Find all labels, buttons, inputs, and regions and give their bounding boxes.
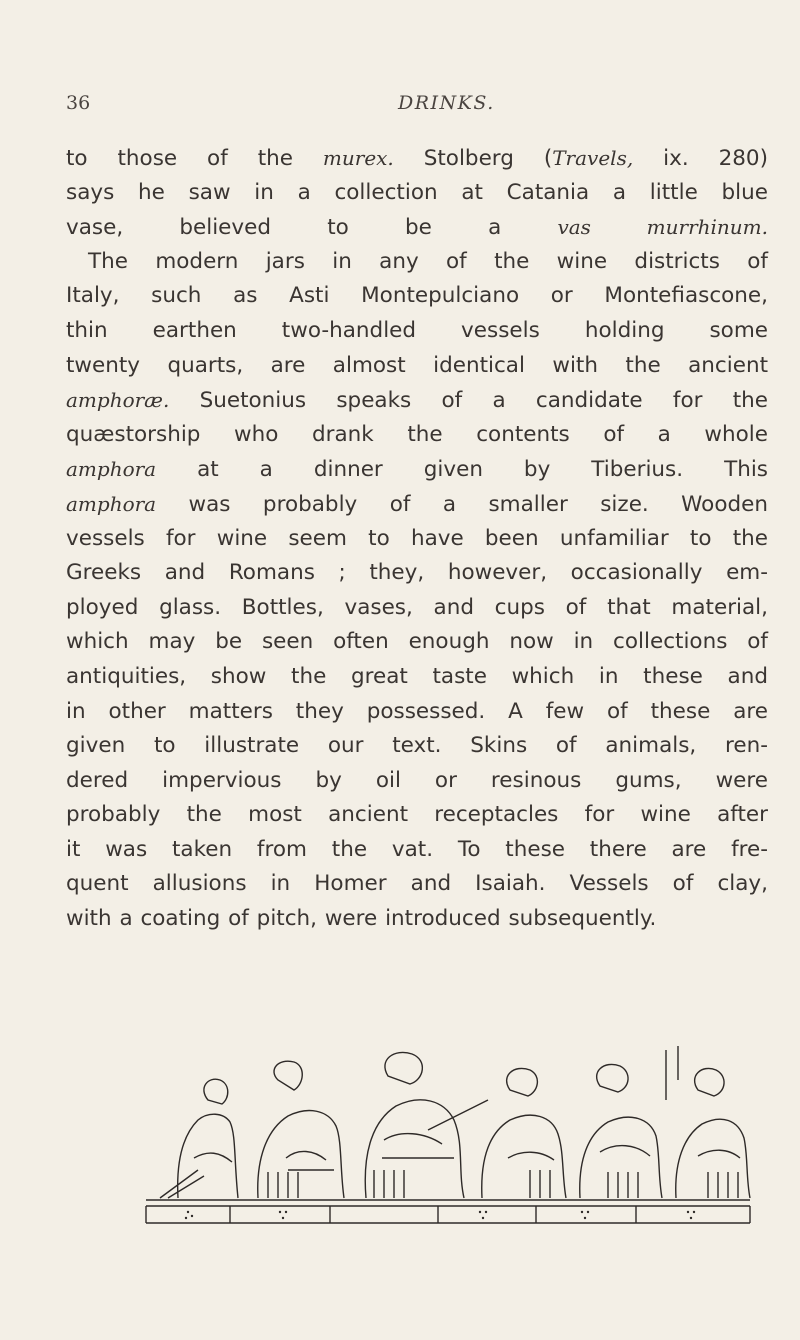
text-run: to those of the bbox=[66, 146, 323, 171]
italic-term: amphora bbox=[66, 491, 157, 516]
text-line bbox=[66, 695, 768, 730]
text-run: thin earthen two-handled vessels holding some bbox=[66, 317, 768, 343]
text-run: quent allusions in Homer and Isaiah. Vessels of clay, bbox=[66, 871, 768, 897]
body-text bbox=[66, 141, 768, 937]
text-line bbox=[66, 487, 768, 522]
text-run: was probably of a smaller size. Wooden bbox=[156, 491, 768, 517]
text-run: vase, believed to be a bbox=[66, 215, 558, 241]
text-run: it was taken from the vat. To these there are fre- bbox=[66, 836, 768, 862]
text-run: ix. 280) bbox=[633, 146, 768, 171]
text-line bbox=[66, 729, 768, 764]
text-run: which may be seen often enough now in collections of bbox=[66, 629, 768, 655]
text-run: given to illustrate our text. Skins of animals, ren- bbox=[66, 733, 768, 759]
text-line bbox=[66, 591, 768, 626]
text-line bbox=[66, 141, 768, 176]
page-header bbox=[0, 92, 800, 122]
text-run: vessels for wine seem to have been unfamiliar to the bbox=[66, 525, 768, 551]
italic-term: vas murrhinum. bbox=[557, 215, 768, 240]
text-line bbox=[66, 556, 768, 591]
text-run: twenty quarts, are almost identical with the ancient bbox=[66, 352, 768, 378]
vessel-frieze-illustration bbox=[138, 1040, 760, 1230]
text-line bbox=[66, 349, 768, 384]
italic-term: murex. bbox=[322, 146, 394, 170]
running-head: DRINKS. bbox=[398, 92, 495, 114]
text-line bbox=[66, 418, 768, 453]
italic-term: amphoræ. bbox=[66, 388, 170, 413]
text-run: says he saw in a collection at Catania a little blue bbox=[66, 179, 768, 205]
text-run: dered impervious by oil or resinous gums, were bbox=[66, 767, 768, 793]
text-run: The modern jars in any of the wine districts of bbox=[88, 248, 768, 274]
italic-term: amphora bbox=[66, 457, 157, 482]
text-run: in other matters they possessed. A few of these are bbox=[66, 698, 768, 724]
text-line bbox=[66, 452, 768, 487]
italic-term: Travels, bbox=[552, 146, 634, 170]
text-line bbox=[66, 176, 768, 211]
page-number: 36 bbox=[66, 92, 91, 114]
text-run: probably the most ancient receptacles for wine after bbox=[66, 802, 768, 828]
text-run: quæstorship who drank the contents of a whole bbox=[66, 421, 768, 447]
text-run: ployed glass. Bottles, vases, and cups of that material, bbox=[66, 594, 768, 620]
text-line bbox=[66, 383, 768, 418]
text-run: Stolberg ( bbox=[393, 146, 553, 171]
text-line bbox=[66, 279, 768, 314]
text-line bbox=[66, 798, 768, 833]
text-line bbox=[66, 210, 768, 245]
text-run: with a coating of pitch, were introduced subsequently. bbox=[66, 906, 657, 932]
text-line bbox=[66, 902, 768, 937]
text-line bbox=[66, 660, 768, 695]
text-line bbox=[66, 867, 768, 902]
text-line bbox=[66, 245, 768, 280]
text-run: Suetonius speaks of a candidate for the bbox=[169, 388, 768, 414]
text-line bbox=[66, 625, 768, 660]
text-line bbox=[66, 522, 768, 557]
text-run: antiquities, show the great taste which in these and bbox=[66, 663, 768, 689]
text-run: Greeks and Romans ; they, however, occasionally em- bbox=[66, 560, 768, 586]
text-line bbox=[66, 764, 768, 799]
text-run: Italy, such as Asti Montepulciano or Montefiascone, bbox=[66, 283, 768, 309]
text-line bbox=[66, 314, 768, 349]
text-run: at a dinner given by Tiberius. This bbox=[156, 457, 768, 483]
text-line bbox=[66, 833, 768, 868]
